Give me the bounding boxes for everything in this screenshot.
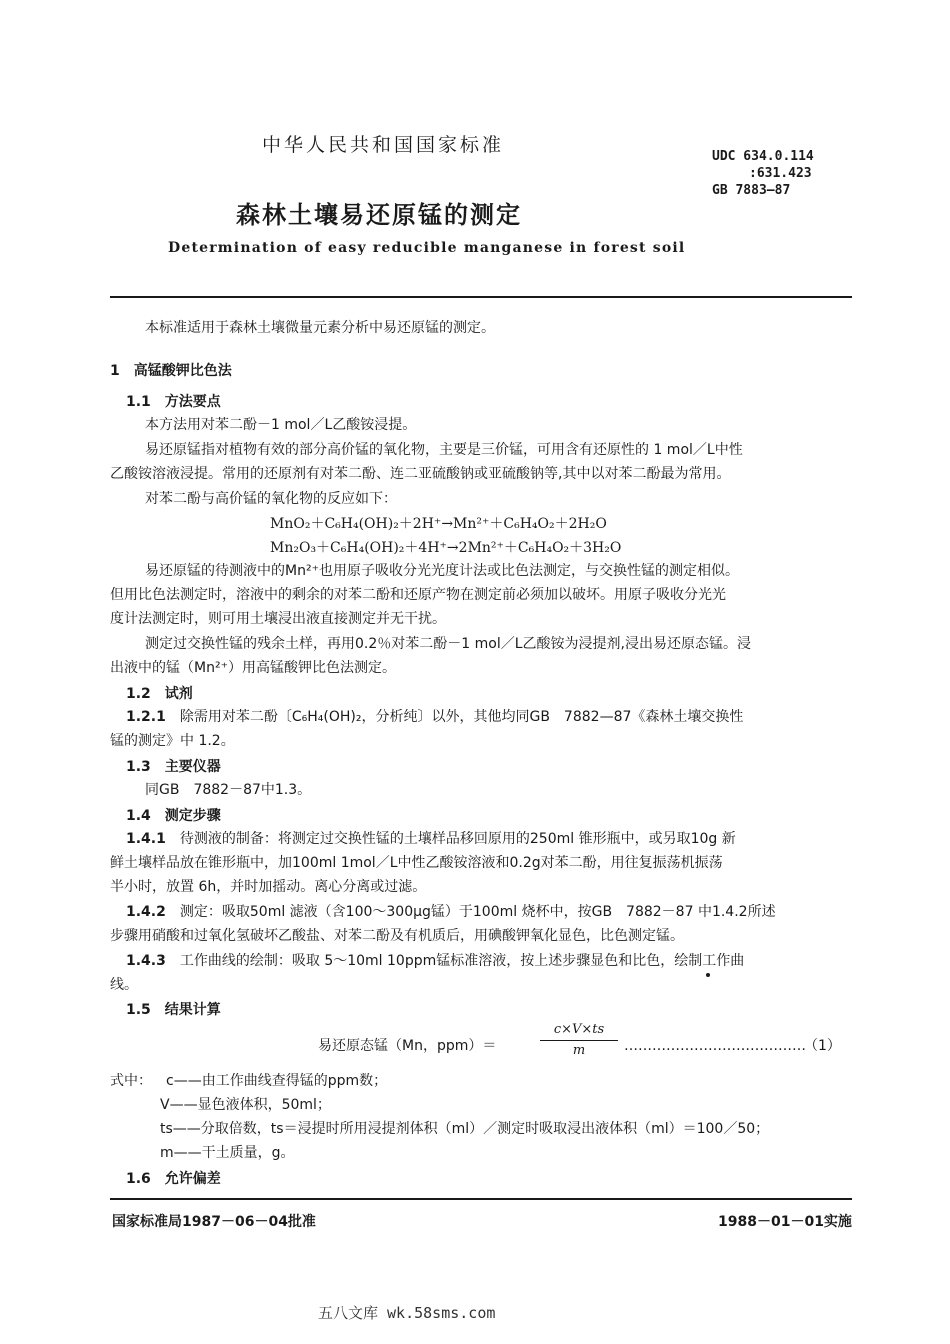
approval-date: 国家标准局1987－06－04批准 — [112, 1214, 316, 1230]
measurement-line-2: 但用比色法测定时，溶液中的剩余的对苯二酚和还原产物在测定前必须加以破坏。用原子吸收分光光 — [110, 587, 726, 603]
variable-v: V——显色液体积，50ml； — [160, 1097, 331, 1113]
instrument-line: 同GB 7882－87中1.3。 — [145, 782, 312, 798]
scope-paragraph: 本标准适用于森林土壤微量元素分析中易还原锰的测定。 — [145, 320, 495, 336]
gb-code: GB 7883—87 — [712, 183, 791, 198]
formula-lhs: 易还原态锰（Mn，ppm）＝ — [318, 1038, 497, 1054]
formula-number: （1） — [804, 1038, 841, 1054]
reagent-line-1 — [126, 707, 743, 727]
variable-m: m——干土质量，g。 — [160, 1145, 295, 1161]
curve-text: 工作曲线的绘制：吸取 5～10ml 10ppm锰标准溶液，按上述步骤显色和比色，绘制工作曲 — [179, 953, 745, 969]
udc-line-2: :631.423 — [749, 166, 812, 181]
document-title: 森林土壤易还原锰的测定 — [236, 201, 522, 229]
watermark-text: 五八文库 wk.58sms.com — [318, 1304, 496, 1322]
reaction-intro: 对苯二酚与高价锰的氧化物的反应如下： — [145, 491, 397, 507]
stray-dot — [706, 973, 710, 977]
clause-number: 1.2.1 — [126, 709, 166, 725]
reaction-equation-1: MnO₂＋C₆H₄(OH)₂＋2H⁺→Mn²⁺＋C₆H₄O₂＋2H₂O — [270, 516, 607, 532]
clause-number: 1.4.1 — [126, 831, 166, 847]
principle-line-2: 乙酸铵溶液浸提。常用的还原剂有对苯二酚、连二亚硫酸钠或亚硫酸钠等,其中以对苯二酚最为常用。 — [110, 466, 731, 482]
formula-fraction-bar — [540, 1040, 618, 1041]
prep-line-3: 半小时，放置 6h，并时加摇动。离心分离或过滤。 — [110, 879, 427, 895]
variable-c: c——由工作曲线查得锰的ppm数； — [166, 1073, 388, 1089]
udc-classification — [712, 148, 814, 199]
determination-line-2: 步骤用硝酸和过氧化氢破坏乙酸盐、对苯二酚及有机质后，用碘酸钾氧化显色，比色测定锰。 — [110, 928, 684, 944]
clause-number: 1.4.2 — [126, 904, 166, 920]
footer-rule — [110, 1198, 852, 1200]
principle-line-1: 易还原锰指对植物有效的部分高价锰的氧化物，主要是三价锰，可用含有还原性的 1 mol／L中性 — [145, 442, 743, 458]
section-1-5-heading: 1.5 结果计算 — [126, 1002, 221, 1018]
prep-text: 待测液的制备：将测定过交换性锰的土壤样品移回原用的250ml 锥形瓶中，或另取10g 新 — [179, 831, 736, 847]
formula-leader-dots: ………………………………… — [624, 1038, 806, 1054]
formula-numerator: c×V×ts — [553, 1022, 605, 1037]
header-rule — [110, 296, 852, 298]
curve-line-2: 线。 — [110, 977, 138, 993]
residue-line-1: 测定过交换性锰的残余土样，再用0.2％对苯二酚－1 mol／L乙酸铵为浸提剂,浸出易还原态锰。浸 — [145, 636, 751, 652]
national-standard-heading: 中华人民共和国国家标准 — [262, 134, 505, 156]
where-prefix: 式中： — [110, 1073, 152, 1089]
section-1-6-heading: 1.6 允许偏差 — [126, 1171, 221, 1187]
section-1-2-heading: 1.2 试剂 — [126, 686, 193, 702]
determination-text: 测定：吸取50ml 滤液（含100～300μg锰）于100ml 烧杯中，按GB 7882－87 中1.4.2所述 — [179, 904, 776, 920]
residue-line-2: 出液中的锰（Mn²⁺）用高锰酸钾比色法测定。 — [110, 660, 396, 676]
udc-line-1: UDC 634.0.114 — [712, 149, 814, 164]
section-1-3-heading: 1.3 主要仪器 — [126, 759, 221, 775]
section-1-4-heading: 1.4 测定步骤 — [126, 808, 221, 824]
variable-ts: ts——分取倍数，ts＝浸提时所用浸提剂体积（ml）／测定时吸取浸出液体积（ml）＝100／50； — [160, 1121, 770, 1137]
reagent-text: 除需用对苯二酚〔C₆H₄(OH)₂，分析纯〕以外，其他均同GB 7882—87《森林土壤交换性 — [179, 709, 744, 725]
prep-line-1 — [126, 829, 736, 849]
prep-line-2: 鲜土壤样品放在锥形瓶中，加100ml 1mol／L中性乙酸铵溶液和0.2g对苯二酚，用往复振荡机振荡 — [110, 855, 723, 871]
measurement-line-1: 易还原锰的待测液中的Mn²⁺也用原子吸收分光光度计法或比色法测定，与交换性锰的测定相似。 — [145, 563, 739, 579]
clause-number: 1.4.3 — [126, 953, 166, 969]
section-1-1-heading: 1.1 方法要点 — [126, 394, 221, 410]
effective-date: 1988－01－01实施 — [718, 1214, 852, 1230]
measurement-line-3: 度计法测定时，则可用土壤浸出液直接测定并无干扰。 — [110, 611, 446, 627]
reagent-line-2: 锰的测定》中 1.2。 — [110, 733, 235, 749]
curve-line-1 — [126, 951, 744, 971]
section-1-heading: 1 高锰酸钾比色法 — [110, 363, 232, 379]
determination-line-1 — [126, 902, 776, 922]
reaction-equation-2: Mn₂O₃＋C₆H₄(OH)₂＋4H⁺→2Mn²⁺＋C₆H₄O₂＋3H₂O — [270, 540, 622, 556]
english-title: Determination of easy reducible manganese in forest soil — [168, 240, 686, 256]
method-line: 本方法用对苯二酚－1 mol／L乙酸铵浸提。 — [145, 417, 417, 433]
formula-denominator: m — [572, 1043, 586, 1058]
